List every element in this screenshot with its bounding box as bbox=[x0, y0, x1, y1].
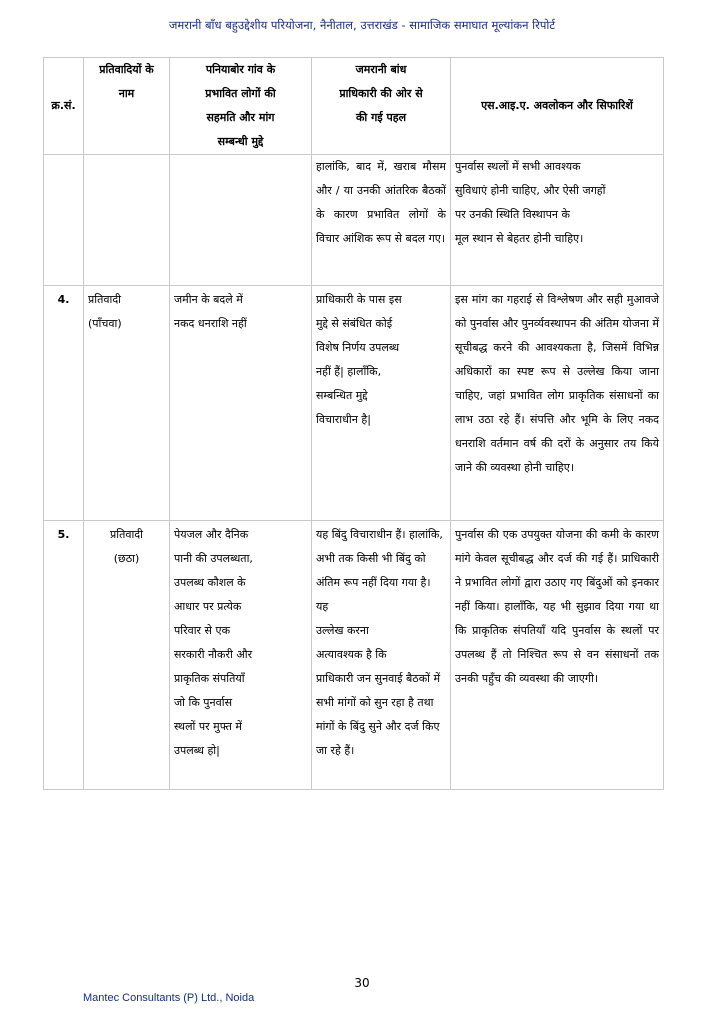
row-initiative: यह बिंदु विचाराधीन हैं। हालांकि, अभी तक किसी भी बिंदु को अंतिम रूप नहीं दिया गया है। यह उल्लेख करना अत्यावश्यक है कि प्राधिकारी जन सुनवाई बैठकों में सभी मांगों को सुन रहा है तथा मांगों के बिंदु सुने और दर्ज किए जा रहे हैं। bbox=[312, 521, 451, 790]
header-serial-number: क्र.सं. bbox=[44, 58, 84, 155]
row-issues: पेयजल और दैनिक पानी की उपलब्धता, उपलब्ध कौशल के आधार पर प्रत्येक परिवार से एक सरकारी नौकरी और प्राकृतिक संपतियाँ जो कि पुनर्वास स्थलों पर मुफ्त में उपलब्ध हो| bbox=[170, 521, 312, 790]
row-serial-number bbox=[44, 155, 84, 286]
row-issues: जमीन के बदले में नकद धनराशि नहीं bbox=[170, 286, 312, 521]
row-serial-number: 5. bbox=[44, 521, 84, 790]
footer-company: Mantec Consultants (P) Ltd., Noida bbox=[83, 992, 255, 1004]
table-row bbox=[44, 521, 664, 790]
row-initiative: प्राधिकारी के पास इस मुद्दे से संबंधित कोई विशेष निर्णय उपलब्ध नहीं हैं| हालाँकि, सम्बन्धित मुद्दे विचाराधीन है| bbox=[312, 286, 451, 521]
row-serial-number: 4. bbox=[44, 286, 84, 521]
row-respondent bbox=[84, 155, 170, 286]
row-initiative: हालांकि, बाद में, खराब मौसम और / या उनकी आंतरिक बैठकों के कारण प्रभावित लोगों के विचार आंशिक रूप से बदल गए। bbox=[312, 155, 451, 286]
row-recommendation: इस मांग का गहराई से विश्लेषण और सही मुआवजे को पुनर्वास और पुनर्व्यवस्थापन की अंतिम योजना में सूचीबद्ध करने की आवश्यकता है, जिसमें विभिन्न अधिकारों का स्पष्ट रूप से उल्लेख किया जाना चाहिए, जहां प्रभावित लोग प्राकृतिक संसाधनों का लाभ उठा रहे हैं। संपत्ति और भूमि के लिए नकद धनराशि वर्तमान वर्ष की दरों के अनुसार तय किये जाने की व्यवस्था होनी चाहिए। bbox=[451, 286, 664, 521]
page-number: 30 bbox=[354, 976, 370, 990]
header-recommendations: एस.आइ.ए. अवलोकन और सिफारिशें bbox=[451, 58, 664, 155]
header-issues: पनियाबोर गांव के प्रभावित लोगों की सहमति और मांग सम्बन्धी मुद्दे bbox=[170, 58, 312, 155]
row-recommendation: पुनर्वास स्थलों में सभी आवश्यक सुविधाएं होनी चाहिए, और ऐसी जगहों पर उनकी स्थिति विस्थापन के मूल स्थान से बेहतर होनी चाहिए। bbox=[451, 155, 664, 286]
table-header-row bbox=[44, 58, 664, 155]
header-initiative: जमरानी बांध प्राधिकारी की ओर से की गई पहल bbox=[312, 58, 451, 155]
consultation-table bbox=[43, 57, 664, 790]
row-issues bbox=[170, 155, 312, 286]
row-recommendation: पुनर्वास की एक उपयुक्त योजना की कमी के कारण मांगे केवल सूचीबद्ध और दर्ज की गई हैं। प्राधिकारी ने प्रभावित लोगों द्वारा उठाए गए बिंदुओं को इनकार नहीं किया। हालाँकि, यह भी सुझाव दिया गया था कि प्राकृतिक संपतियाँ यदि पुनर्वास के स्थलों पर उपलब्ध हैं तो निश्चित रूप से वन संसाधनों तक उनकी पहुँच की व्यवस्था की जाएगी। bbox=[451, 521, 664, 790]
row-respondent: प्रतिवादी (पाँचवा) bbox=[84, 286, 170, 521]
page-header: जमरानी बाँध बहुउद्देशीय परियोजना, नैनीताल, उत्तराखंड - सामाजिक समाघात मूल्यांकन रिपोर्ट bbox=[168, 18, 556, 32]
table-row bbox=[44, 286, 664, 521]
header-respondent: प्रतिवादियों के नाम bbox=[84, 58, 170, 155]
row-respondent: प्रतिवादी (छठा) bbox=[84, 521, 170, 790]
table-row bbox=[44, 155, 664, 286]
